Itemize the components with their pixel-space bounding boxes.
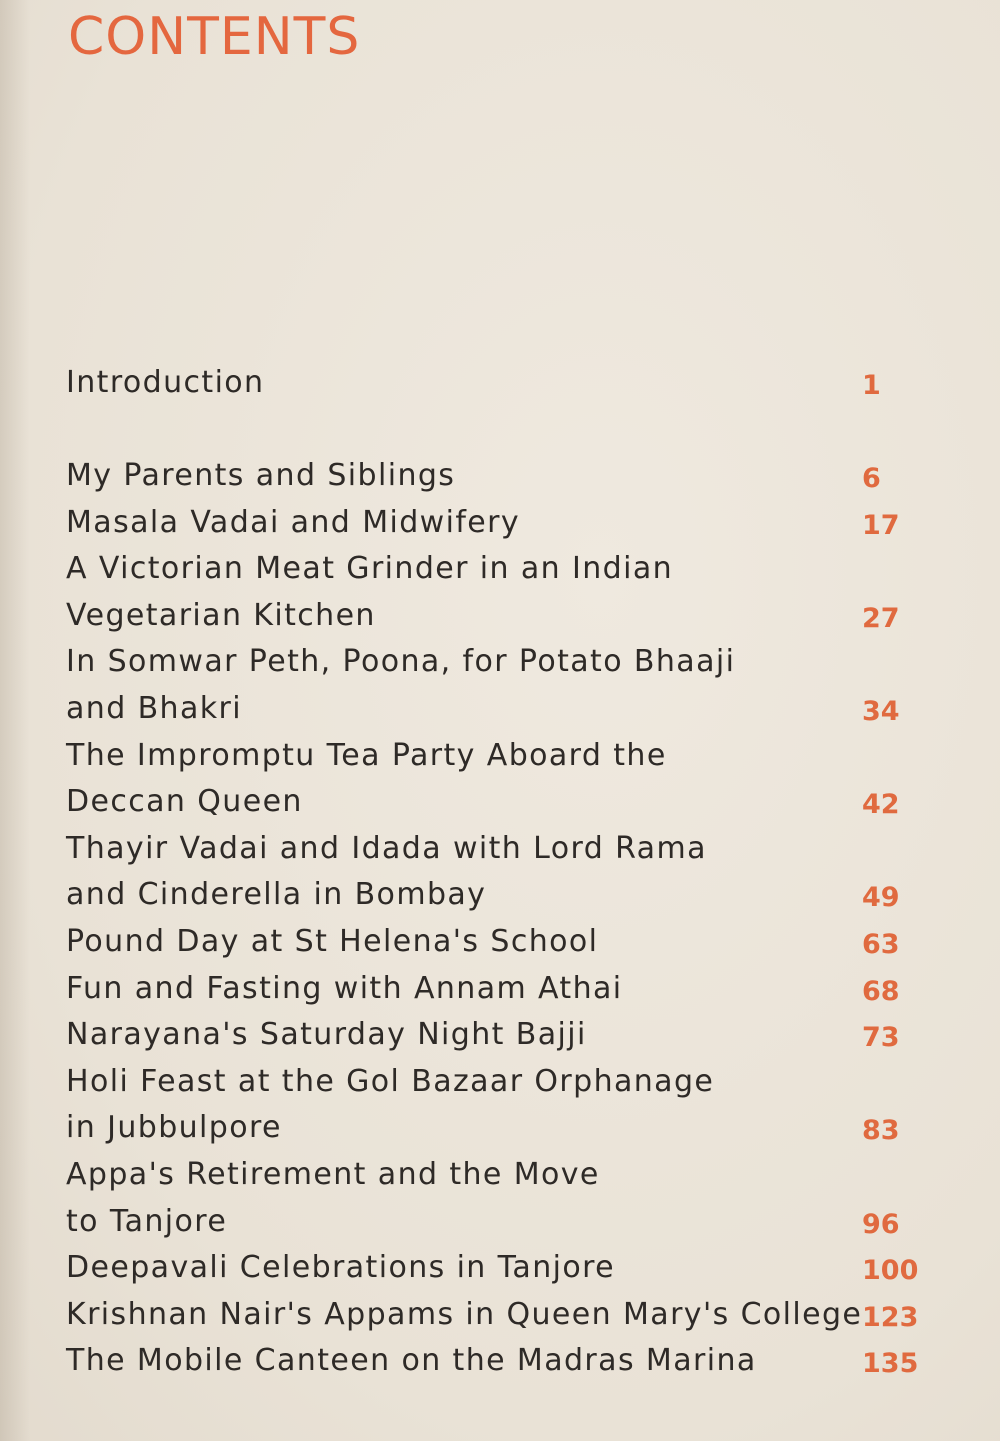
- toc-entry-title: in Jubbulpore: [66, 1110, 282, 1146]
- toc-entry-title: Vegetarian Kitchen: [66, 597, 376, 633]
- toc-page-number: 42: [862, 789, 900, 821]
- toc-entry-title: The Mobile Canteen on the Madras Marina: [66, 1343, 757, 1379]
- toc-entry-title: and Cinderella in Bombay: [66, 877, 487, 913]
- toc-entry-title: to Tanjore: [66, 1203, 228, 1239]
- toc-entry-title: Thayir Vadai and Idada with Lord Rama: [66, 830, 707, 866]
- toc-page-number: 96: [862, 1208, 900, 1240]
- toc-entry-title: Deepavali Celebrations in Tanjore: [66, 1250, 616, 1286]
- toc-entry-title: In Somwar Peth, Poona, for Potato Bhaaji: [66, 644, 736, 680]
- toc-entry-title: A Victorian Meat Grinder in an Indian: [66, 551, 674, 587]
- toc-page-number: 73: [862, 1022, 900, 1054]
- toc-entry-title: Introduction: [66, 365, 265, 400]
- toc-page-number: 1: [862, 370, 881, 401]
- toc-entry-title: Holi Feast at the Gol Bazaar Orphanage: [66, 1063, 715, 1099]
- toc-entry-title: Masala Vadai and Midwifery: [66, 504, 521, 540]
- toc-entry-title: Pound Day at St Helena's School: [66, 924, 599, 959]
- toc-entry-title: The Impromptu Tea Party Aboard the: [66, 737, 667, 773]
- toc-entry-title: My Parents and Siblings: [66, 458, 456, 493]
- toc-page-number: 27: [862, 602, 900, 634]
- toc-page-number: 83: [862, 1115, 900, 1147]
- toc-page-number: 68: [862, 975, 900, 1007]
- toc-page-number: 49: [862, 882, 900, 914]
- toc-entry-title: Fun and Fasting with Annam Athai: [66, 970, 623, 1006]
- toc-entry-title: Narayana's Saturday Night Bajji: [66, 1017, 587, 1053]
- toc-page-number: 34: [862, 696, 900, 727]
- toc-page-number: 123: [862, 1301, 919, 1333]
- toc-entry-title: and Bhakri: [66, 691, 242, 726]
- toc-page-number: 135: [862, 1348, 919, 1380]
- contents-heading: CONTENTS: [68, 7, 361, 67]
- toc-entry-title: Krishnan Nair's Appams in Queen Mary's College: [66, 1296, 863, 1332]
- toc-page-number: 63: [862, 929, 900, 960]
- toc-page-number: 100: [862, 1255, 919, 1287]
- toc-entry-title: Appa's Retirement and the Move: [66, 1157, 600, 1192]
- toc-entry-title: Deccan Queen: [66, 784, 303, 820]
- toc-page-number: 17: [862, 509, 900, 541]
- toc-page-number: 6: [862, 463, 881, 494]
